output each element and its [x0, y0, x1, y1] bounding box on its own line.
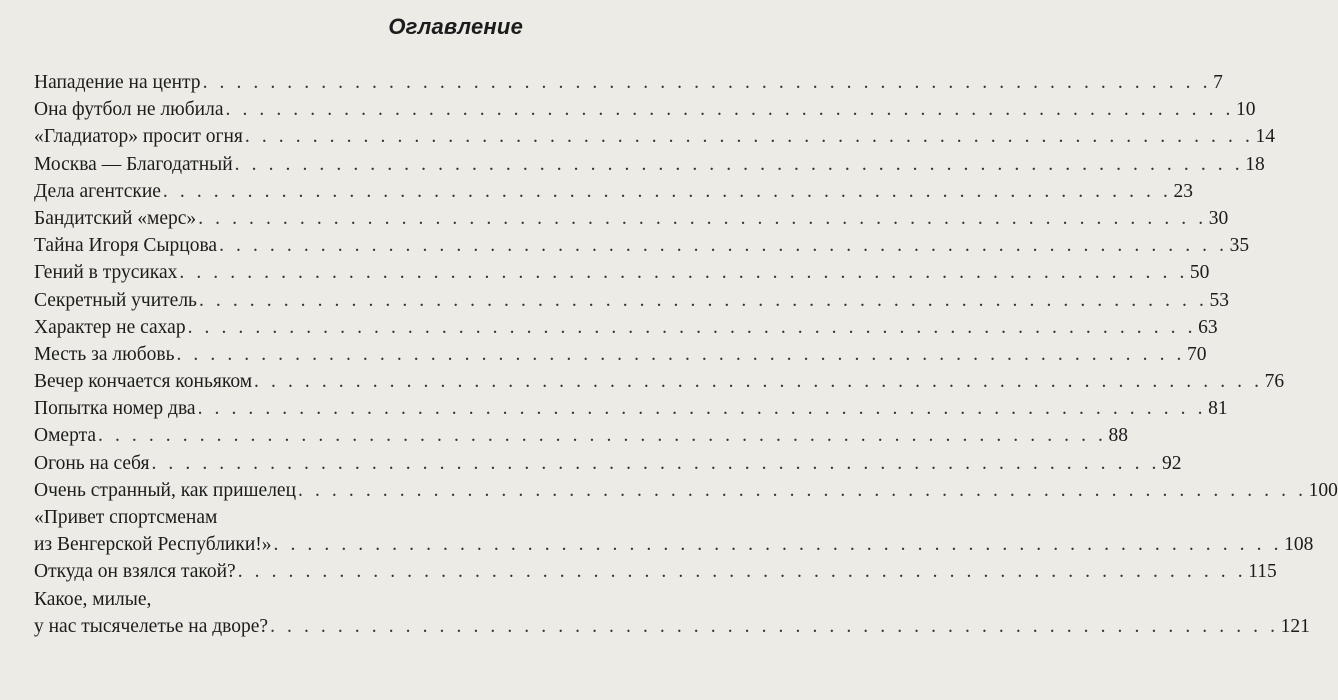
toc-entry-title: Она футбол не любила [34, 99, 224, 121]
toc-entry-first-line [34, 589, 517, 616]
toc-entry [34, 262, 1210, 289]
toc-page-number: 30 [1208, 207, 1229, 229]
dot-leader: . . . . . . . . . . . . . . . . . . . . . . . . . . . . . . . . . . . . . . . . . . . . . . . . . . . . . . . . . . . . [187, 316, 1197, 338]
toc-entry-title: Бандитский «мерс» [34, 207, 197, 229]
toc-page-number: 14 [1255, 126, 1275, 148]
dot-leader: . . . . . . . . . . . . . . . . . . . . . . . . . . . . . . . . . . . . . . . . . . . . . . . . . . . . . . . . . . . . [202, 72, 1212, 93]
toc-page-number: 92 [1162, 452, 1182, 474]
toc-entry-title: Попытка номер два [34, 398, 196, 420]
dot-leader: . . . . . . . . . . . . . . . . . . . . . . . . . . . . . . . . . . . . . . . . . . . . . . . . . . . . . . . . . . . . [225, 99, 1235, 121]
toc-entry-title: «Гладиатор» просит огня [34, 126, 243, 148]
toc-entry [34, 289, 1229, 317]
toc-entry-title: Москва — Благодатный [34, 153, 233, 175]
toc-entry-title: «Привет спортсменам [34, 507, 218, 528]
toc-entry-title: Секретный учитель [34, 289, 197, 311]
dot-leader: . . . . . . . . . . . . . . . . . . . . . . . . . . . . . . . . . . . . . . . . . . . . . . . . . . . . . . . . . . . . [176, 343, 1186, 365]
toc-entry [34, 207, 1229, 235]
toc-entry [34, 235, 1250, 262]
toc-entry [34, 452, 1182, 480]
toc-entry-title: Характер не сахар [34, 316, 186, 338]
toc-page-number: 10 [1236, 99, 1256, 121]
toc-entry [34, 180, 1193, 208]
page-title: Оглавление [388, 14, 523, 39]
dot-leader: . . . . . . . . . . . . . . . . . . . . . . . . . . . . . . . . . . . . . . . . . . . . . . . . . . . . . . . . . . . . [273, 534, 1283, 556]
toc-entry [34, 99, 1256, 126]
toc-page-number: 18 [1245, 153, 1265, 175]
toc-page-number: 108 [1284, 534, 1314, 556]
toc-page-number: 115 [1248, 561, 1277, 583]
toc-page-number: 23 [1173, 180, 1193, 202]
toc-entry-first-line [34, 507, 517, 534]
toc-entry-title: у нас тысячелетье на дворе? [34, 615, 269, 637]
toc-entry [34, 316, 1218, 344]
dot-leader: . . . . . . . . . . . . . . . . . . . . . . . . . . . . . . . . . . . . . . . . . . . . . . . . . . . . . . . . . . . . [237, 561, 1247, 583]
toc-entry-title: Откуда он взялся такой? [34, 561, 236, 583]
toc-page-number: 76 [1264, 371, 1285, 393]
dot-leader: . . . . . . . . . . . . . . . . . . . . . . . . . . . . . . . . . . . . . . . . . . . . . . . . . . . . . . . . . . . . [219, 235, 1228, 257]
toc-page-number: 88 [1108, 425, 1129, 447]
table-of-contents [34, 72, 1338, 643]
toc-entry [34, 343, 1207, 371]
toc-entry-title: Гений в трусиках [34, 262, 178, 284]
dot-leader: . . . . . . . . . . . . . . . . . . . . . . . . . . . . . . . . . . . . . . . . . . . . . . . . . . . . . . . . . . . . [298, 479, 1307, 501]
toc-page-number: 50 [1189, 262, 1210, 284]
toc-entry [34, 534, 1314, 561]
toc-entry-title: из Венгерской Республики!» [34, 534, 272, 556]
toc-entry [34, 425, 1129, 452]
toc-page-number: 53 [1209, 289, 1229, 311]
toc-entry-title: Огонь на себя [34, 452, 150, 474]
toc-page-number: 7 [1213, 72, 1223, 93]
toc-page-number: 35 [1229, 235, 1250, 257]
toc-entry [34, 615, 1310, 643]
toc-page-number: 63 [1198, 316, 1218, 338]
dot-leader: . . . . . . . . . . . . . . . . . . . . . . . . . . . . . . . . . . . . . . . . . . . . . . . . . . . . . . . . . . . . [98, 425, 1107, 447]
toc-page-number: 121 [1280, 615, 1310, 637]
toc-entry-title: Омерта [34, 425, 96, 447]
toc-entry [34, 398, 1228, 425]
toc-entry-title: Тайна Игоря Сырцова [34, 235, 218, 257]
toc-entry [34, 479, 1338, 507]
toc-entry-title: Какое, милые, [34, 588, 152, 610]
dot-leader: . . . . . . . . . . . . . . . . . . . . . . . . . . . . . . . . . . . . . . . . . . . . . . . . . . . . . . . . . . . . [198, 289, 1208, 311]
toc-entry-title: Вечер кончается коньяком [34, 371, 253, 393]
toc-page-number: 70 [1187, 343, 1207, 365]
toc-entry [34, 126, 1275, 153]
toc-page-number: 81 [1208, 398, 1228, 420]
toc-entry-title: Нападение на центр [34, 72, 201, 93]
dot-leader: . . . . . . . . . . . . . . . . . . . . . . . . . . . . . . . . . . . . . . . . . . . . . . . . . . . . . . . . . . . . [162, 180, 1172, 202]
toc-entry-title: Дела агентские [34, 180, 161, 202]
dot-leader: . . . . . . . . . . . . . . . . . . . . . . . . . . . . . . . . . . . . . . . . . . . . . . . . . . . . . . . . . . . . [270, 615, 1279, 637]
toc-page-number: 100 [1308, 479, 1338, 501]
toc-entry [34, 561, 1277, 588]
dot-leader: . . . . . . . . . . . . . . . . . . . . . . . . . . . . . . . . . . . . . . . . . . . . . . . . . . . . . . . . . . . . [179, 262, 1188, 284]
dot-leader: . . . . . . . . . . . . . . . . . . . . . . . . . . . . . . . . . . . . . . . . . . . . . . . . . . . . . . . . . . . . [254, 371, 1263, 393]
dot-leader: . . . . . . . . . . . . . . . . . . . . . . . . . . . . . . . . . . . . . . . . . . . . . . . . . . . . . . . . . . . . [198, 207, 1207, 229]
toc-entry-title: Месть за любовь [34, 343, 175, 365]
toc-entry [34, 371, 1285, 398]
toc-entry [34, 153, 1265, 181]
dot-leader: . . . . . . . . . . . . . . . . . . . . . . . . . . . . . . . . . . . . . . . . . . . . . . . . . . . . . . . . . . . . [234, 153, 1244, 175]
dot-leader: . . . . . . . . . . . . . . . . . . . . . . . . . . . . . . . . . . . . . . . . . . . . . . . . . . . . . . . . . . . . [151, 452, 1160, 474]
dot-leader: . . . . . . . . . . . . . . . . . . . . . . . . . . . . . . . . . . . . . . . . . . . . . . . . . . . . . . . . . . . . [197, 398, 1207, 420]
toc-entry-title: Очень странный, как пришелец [34, 479, 297, 501]
toc-entry [34, 72, 1223, 99]
dot-leader: . . . . . . . . . . . . . . . . . . . . . . . . . . . . . . . . . . . . . . . . . . . . . . . . . . . . . . . . . . . . [244, 126, 1254, 148]
